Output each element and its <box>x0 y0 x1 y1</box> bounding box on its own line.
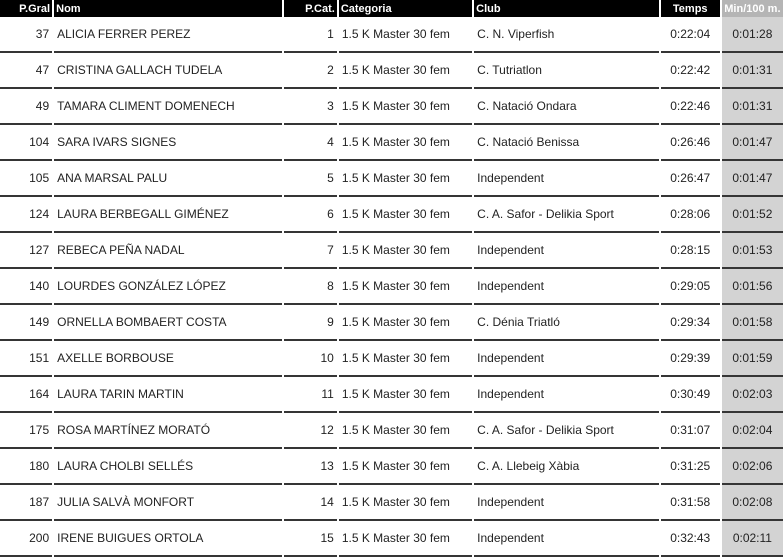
cell-club: Independent <box>474 269 658 305</box>
cell-club: C. Natació Ondara <box>474 89 658 125</box>
cell-pcat: 7 <box>284 233 337 269</box>
cell-temps: 0:29:34 <box>661 305 720 341</box>
cell-nom: ROSA MARTÍNEZ MORATÓ <box>54 413 282 449</box>
cell-club: C. Natació Benissa <box>474 125 658 161</box>
cell-min100: 0:02:11 <box>722 521 783 557</box>
cell-pgral: 47 <box>0 53 52 89</box>
cell-min100: 0:01:31 <box>722 89 783 125</box>
cell-categoria: 1.5 K Master 30 fem <box>339 233 472 269</box>
table-header <box>0 0 783 17</box>
cell-pcat: 10 <box>284 341 337 377</box>
cell-min100: 0:01:31 <box>722 53 783 89</box>
cell-temps: 0:26:46 <box>661 125 720 161</box>
cell-pcat: 6 <box>284 197 337 233</box>
cell-categoria: 1.5 K Master 30 fem <box>339 53 472 89</box>
cell-categoria: 1.5 K Master 30 fem <box>339 89 472 125</box>
cell-min100: 0:02:04 <box>722 413 783 449</box>
cell-nom: SARA IVARS SIGNES <box>54 125 282 161</box>
cell-nom: TAMARA CLIMENT DOMENECH <box>54 89 282 125</box>
header-nom[interactable]: Nom <box>54 0 282 17</box>
cell-min100: 0:02:03 <box>722 377 783 413</box>
table-row <box>0 197 783 233</box>
cell-pgral: 164 <box>0 377 52 413</box>
cell-temps: 0:31:07 <box>661 413 720 449</box>
cell-club: Independent <box>474 341 658 377</box>
cell-temps: 0:31:58 <box>661 485 720 521</box>
header-categoria[interactable]: Categoria <box>339 0 472 17</box>
cell-nom: LOURDES GONZÁLEZ LÓPEZ <box>54 269 282 305</box>
cell-club: C. Dénia Triatló <box>474 305 658 341</box>
cell-min100: 0:01:52 <box>722 197 783 233</box>
cell-club: C. A. Safor - Delikia Sport <box>474 413 658 449</box>
cell-pcat: 3 <box>284 89 337 125</box>
cell-nom: REBECA PEÑA NADAL <box>54 233 282 269</box>
cell-min100: 0:01:56 <box>722 269 783 305</box>
cell-nom: LAURA TARIN MARTIN <box>54 377 282 413</box>
cell-pcat: 5 <box>284 161 337 197</box>
cell-pcat: 1 <box>284 17 337 53</box>
cell-nom: ALICIA FERRER PEREZ <box>54 17 282 53</box>
cell-pcat: 14 <box>284 485 337 521</box>
cell-nom: ORNELLA BOMBAERT COSTA <box>54 305 282 341</box>
cell-nom: LAURA BERBEGALL GIMÉNEZ <box>54 197 282 233</box>
cell-nom: AXELLE BORBOUSE <box>54 341 282 377</box>
cell-temps: 0:29:05 <box>661 269 720 305</box>
table-row <box>0 17 783 53</box>
cell-categoria: 1.5 K Master 30 fem <box>339 341 472 377</box>
cell-categoria: 1.5 K Master 30 fem <box>339 413 472 449</box>
cell-club: C. A. Llebeig Xàbia <box>474 449 658 485</box>
cell-pgral: 151 <box>0 341 52 377</box>
header-pgral[interactable]: P.Gral <box>0 0 52 17</box>
table-row <box>0 521 783 557</box>
cell-temps: 0:26:47 <box>661 161 720 197</box>
cell-pcat: 12 <box>284 413 337 449</box>
cell-club: Independent <box>474 161 658 197</box>
header-row <box>0 0 783 17</box>
cell-categoria: 1.5 K Master 30 fem <box>339 17 472 53</box>
cell-pcat: 4 <box>284 125 337 161</box>
cell-pgral: 180 <box>0 449 52 485</box>
cell-min100: 0:01:59 <box>722 341 783 377</box>
cell-pcat: 9 <box>284 305 337 341</box>
table-row <box>0 413 783 449</box>
cell-categoria: 1.5 K Master 30 fem <box>339 197 472 233</box>
cell-min100: 0:01:53 <box>722 233 783 269</box>
cell-pgral: 200 <box>0 521 52 557</box>
table-row <box>0 485 783 521</box>
cell-pgral: 104 <box>0 125 52 161</box>
cell-nom: CRISTINA GALLACH TUDELA <box>54 53 282 89</box>
cell-categoria: 1.5 K Master 30 fem <box>339 449 472 485</box>
cell-pgral: 49 <box>0 89 52 125</box>
cell-min100: 0:01:58 <box>722 305 783 341</box>
cell-pcat: 8 <box>284 269 337 305</box>
table-row <box>0 233 783 269</box>
cell-pgral: 149 <box>0 305 52 341</box>
cell-min100: 0:02:06 <box>722 449 783 485</box>
cell-categoria: 1.5 K Master 30 fem <box>339 269 472 305</box>
cell-pcat: 15 <box>284 521 337 557</box>
cell-pgral: 175 <box>0 413 52 449</box>
cell-temps: 0:31:25 <box>661 449 720 485</box>
header-temps[interactable]: Temps <box>661 0 720 17</box>
cell-pgral: 105 <box>0 161 52 197</box>
cell-temps: 0:28:06 <box>661 197 720 233</box>
cell-club: Independent <box>474 521 658 557</box>
cell-pcat: 13 <box>284 449 337 485</box>
cell-pgral: 140 <box>0 269 52 305</box>
cell-temps: 0:22:42 <box>661 53 720 89</box>
cell-categoria: 1.5 K Master 30 fem <box>339 161 472 197</box>
cell-nom: JULIA SALVÀ MONFORT <box>54 485 282 521</box>
table-row <box>0 89 783 125</box>
cell-club: C. Tutriatlon <box>474 53 658 89</box>
cell-club: C. A. Safor - Delikia Sport <box>474 197 658 233</box>
cell-categoria: 1.5 K Master 30 fem <box>339 521 472 557</box>
cell-min100: 0:02:08 <box>722 485 783 521</box>
cell-club: C. N. Viperfish <box>474 17 658 53</box>
cell-pgral: 124 <box>0 197 52 233</box>
cell-temps: 0:32:43 <box>661 521 720 557</box>
cell-temps: 0:22:04 <box>661 17 720 53</box>
cell-temps: 0:22:46 <box>661 89 720 125</box>
cell-pcat: 2 <box>284 53 337 89</box>
cell-club: Independent <box>474 233 658 269</box>
cell-nom: IRENE BUIGUES ORTOLA <box>54 521 282 557</box>
cell-temps: 0:30:49 <box>661 377 720 413</box>
cell-categoria: 1.5 K Master 30 fem <box>339 305 472 341</box>
cell-temps: 0:28:15 <box>661 233 720 269</box>
header-min100[interactable]: Min/100 m. <box>722 0 783 17</box>
cell-club: Independent <box>474 377 658 413</box>
table-row <box>0 341 783 377</box>
table-row <box>0 269 783 305</box>
cell-min100: 0:01:28 <box>722 17 783 53</box>
table-body <box>0 17 783 557</box>
cell-club: Independent <box>474 485 658 521</box>
cell-categoria: 1.5 K Master 30 fem <box>339 377 472 413</box>
cell-nom: LAURA CHOLBI SELLÉS <box>54 449 282 485</box>
cell-min100: 0:01:47 <box>722 125 783 161</box>
table-row <box>0 125 783 161</box>
table-row <box>0 305 783 341</box>
cell-pgral: 37 <box>0 17 52 53</box>
cell-categoria: 1.5 K Master 30 fem <box>339 125 472 161</box>
header-club[interactable]: Club <box>474 0 658 17</box>
table-row <box>0 161 783 197</box>
table-row <box>0 53 783 89</box>
cell-categoria: 1.5 K Master 30 fem <box>339 485 472 521</box>
cell-nom: ANA MARSAL PALU <box>54 161 282 197</box>
cell-pgral: 187 <box>0 485 52 521</box>
cell-pcat: 11 <box>284 377 337 413</box>
header-pcat[interactable]: P.Cat. <box>284 0 337 17</box>
table-row <box>0 377 783 413</box>
table-row <box>0 449 783 485</box>
cell-temps: 0:29:39 <box>661 341 720 377</box>
cell-min100: 0:01:47 <box>722 161 783 197</box>
cell-pgral: 127 <box>0 233 52 269</box>
